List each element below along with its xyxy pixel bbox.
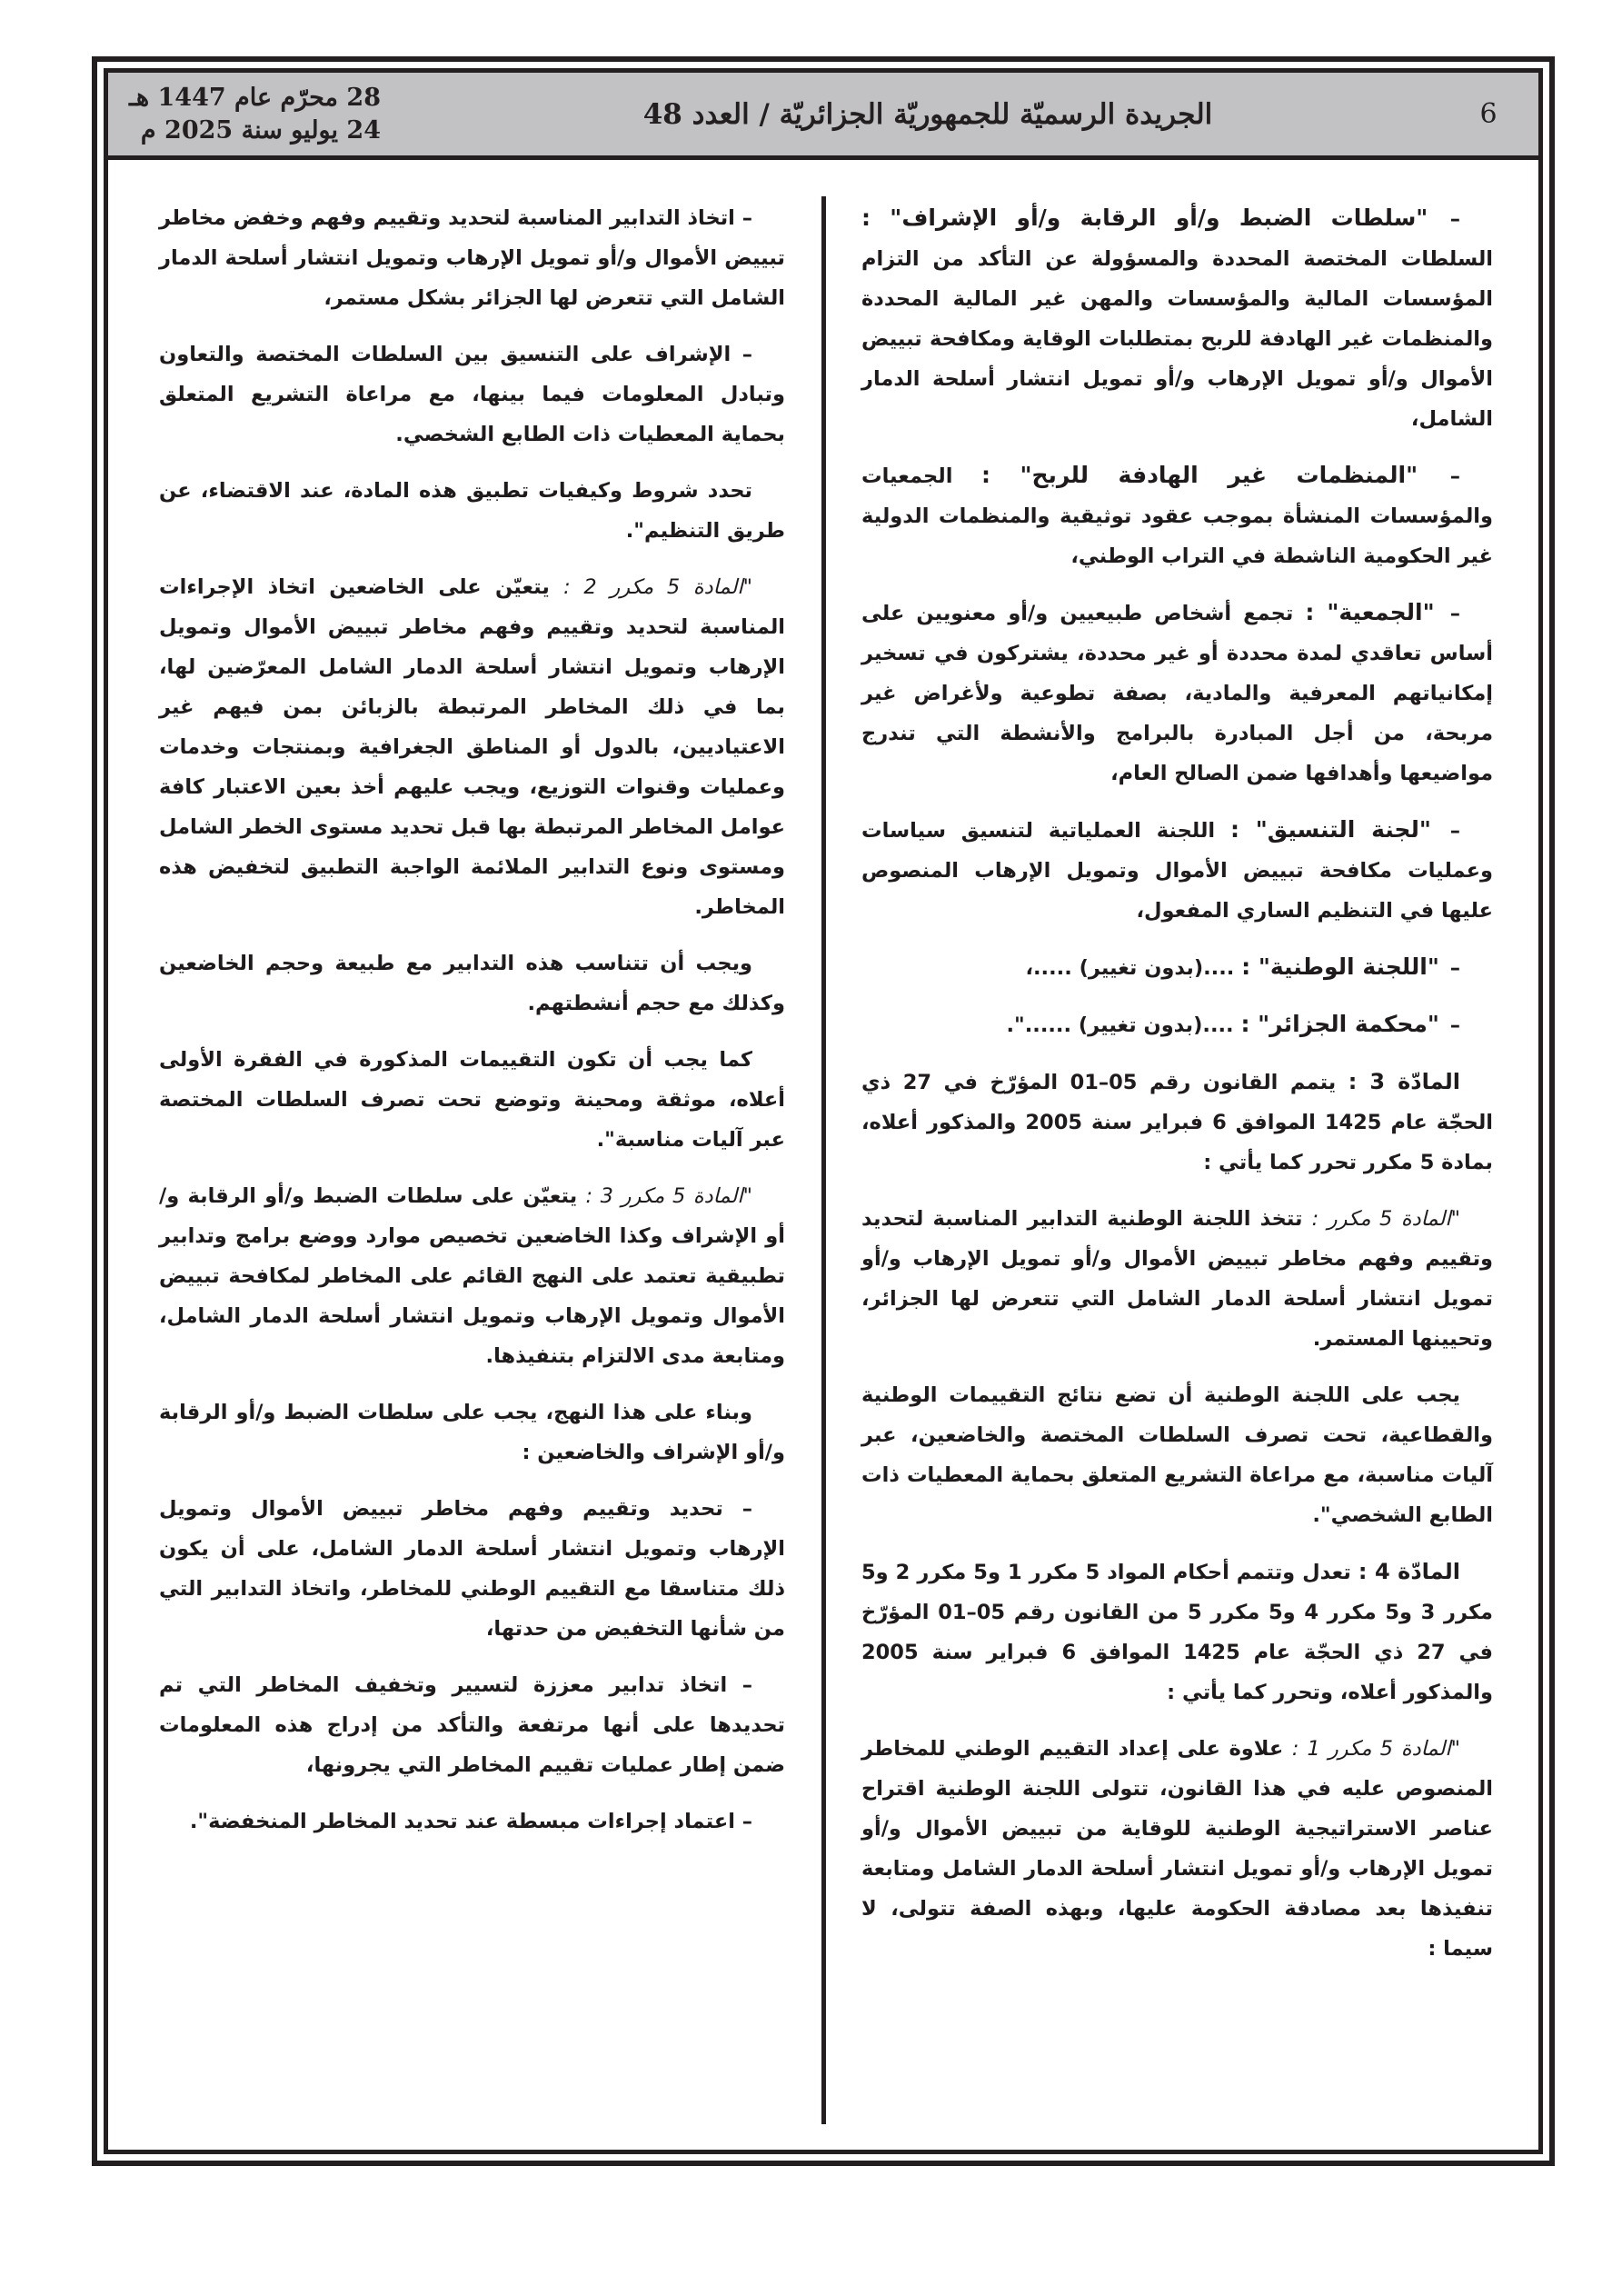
definition-association (861, 593, 1493, 794)
article-text: يتعيّن على الخاضعين اتخاذ الإجراءات المناسبة لتحديد وتقييم وفهم مخاطر تبييض الأموال وتمويل الإرهاب وتمويل انتشار أسلحة الدمار الشامل المعرّضين لها، بما في ذلك المخاطر المرتبطة بالزبائن بمن فيهم غير الاعتياديين، بالدول أو المناطق الجغرافية وبمنتجات وخدمات وعمليات وقنوات التوزيع، ويجب عليهم أخذ بعين الاعتبار كافة عوامل المخاطر المرتبطة بها قبل تحديد مستوى الخطر الشامل ومستوى ونوع التدابير الملائمة الواجبة التطبيق لتخفيض هذه المخاطر. (159, 575, 785, 919)
page-inner-frame (104, 68, 1543, 2154)
definition-text: السلطات المختصة المحددة والمسؤولة عن التأكد من التزام المؤسسات المالية والمؤسسات والمهن غير المالية المحددة والمنظمات غير الهادفة للربح بمتطلبات الوقاية ومكافحة تبييض الأموال و/أو تمويل الإرهاب و/أو تمويل انتشار أسلحة الدمار الشامل، (861, 247, 1493, 431)
article-text: تعدل وتتمم أحكام المواد 5 مكرر 1 و5 مكرر 2 و5 مكرر 3 و5 مكرر 4 و5 مكرر 5 من القانون رقم 05–01 المؤرّخ في 27 ذي الحجّة عام 1425 الموافق 6 فبراير سنة 2005 والمذكور أعلاه، وتحرر كما يأتي : (861, 1561, 1493, 1704)
article-4 (861, 1552, 1493, 1712)
paragraph: تحدد شروط وكيفيات تطبيق هذه المادة، عند الاقتضاء، عن طريق التنظيم". (159, 479, 785, 543)
article-5-bis-2 (159, 567, 785, 927)
issue-date (108, 82, 381, 147)
date-gregorian: 24 يوليو سنة 2025 م (140, 115, 381, 145)
list-dash: – (1449, 819, 1460, 843)
list-item: – تحديد وتقييم وفهم مخاطر تبييض الأموال وتمويل الإرهاب وتمويل انتشار أسلحة الدمار الشامل، على أن يكون ذلك متناسقا مع التقييم الوطني للمخاطر، واتخاذ التدابير التي من شأنها التخفيض من حدتها، (159, 1497, 785, 1641)
definition-text: اللجنة العملياتية لتنسيق سياسات وعمليات مكافحة تبييض الأموال وتمويل الإرهاب المنصوص عليها في التنظيم الساري المفعول، (861, 819, 1493, 923)
text-columns (108, 160, 1538, 2150)
defined-term: "لجنة التنسيق" : (1230, 816, 1431, 843)
article-text: يتعيّن على سلطات الضبط و/أو الرقابة و/أو الإشراف وكذا الخاضعين تخصيص موارد ووضع برامج وتدابير تطبيقية تعتمد على النهج القائم على المخاطر لمكافحة تبييض الأموال وتمويل الإرهاب وتمويل انتشار أسلحة الدمار الشامل، ومتابعة مدى الالتزام بتنفيذها. (159, 1184, 785, 1368)
page-outer-frame (92, 56, 1555, 2166)
article-label: "المادة 5 مكرر 3 : (585, 1184, 752, 1208)
paragraph: يجب على اللجنة الوطنية أن تضع نتائج التقييمات الوطنية والقطاعية، تحت تصرف السلطات المختصة والخاضعين، عبر آليات مناسبة، مع مراعاة التشريع المتعلق بحماية المعطيات ذات الطابع الشخصي". (861, 1383, 1493, 1527)
defined-term: "محكمة الجزائر" : (1240, 1011, 1439, 1037)
article-3 (861, 1062, 1493, 1183)
article-label: "المادة 5 مكرر : (1311, 1207, 1460, 1231)
list-dash: – (1449, 956, 1460, 980)
article-5-bis-1 (861, 1729, 1493, 1969)
list-item: – اتخاذ تدابير معززة لتسيير وتخفيف المخاطر التي تم تحديدها على أنها مرتفعة والتأكد من إدراج هذه المعلومات ضمن إطار عمليات تقييم المخاطر التي يجرونها، (159, 1673, 785, 1777)
list-item: – الإشراف على التنسيق بين السلطات المختصة والتعاون وتبادل المعلومات فيما بينها، مع مراعاة التشريع المتعلق بحماية المعطيات ذات الطابع الشخصي. (159, 343, 785, 446)
article-5-bis (861, 1199, 1493, 1359)
article-5-bis-3 (159, 1176, 785, 1376)
page-number: 6 (1479, 98, 1498, 130)
definition-text: ....(بدون تغيير) ......". (1006, 1013, 1234, 1037)
paragraph: ويجب أن تتناسب هذه التدابير مع طبيعة وحجم الخاضعين وكذلك مع حجم أنشطتهم. (159, 952, 785, 1015)
definition-national-committee (861, 947, 1493, 988)
article-text: علاوة على إعداد التقييم الوطني للمخاطر المنصوص عليه في هذا القانون، تتولى اللجنة الوطنية اقتراح عناصر الاستراتيجية الوطنية للوقاية من تبييض الأموال و/أو تمويل الإرهاب و/أو تمويل انتشار أسلحة الدمار الشامل ومتابعة تنفيذها بعد مصادقة الحكومة عليها، وبهذه الصفة تتولى، لا سيما : (861, 1737, 1493, 1961)
definition-text: ....(بدون تغيير) .....، (1025, 956, 1235, 980)
article-label: "المادة 5 مكرر 2 : (563, 575, 752, 599)
article-label: المادّة 4 : (1358, 1559, 1461, 1584)
definition-text: تجمع أشخاص طبيعيين و/أو معنويين على أساس تعاقدي لمدة محددة أو غير محددة، يشتركون في تسخير إمكانياتهم المعرفية والمادية، بصفة تطوعية ولأغراض غير مربحة، من أجل المبادرة بالبرامج والأنشطة التي تندرج مواضيعها وأهدافها ضمن الصالح العام، (861, 602, 1493, 785)
gazette-header (108, 73, 1538, 160)
paragraph: كما يجب أن تكون التقييمات المذكورة في الفقرة الأولى أعلاه، موثقة ومحينة وتوضع تحت تصرف السلطات المختصة عبر آليات مناسبة". (159, 1048, 785, 1152)
article-text: يتمم القانون رقم 05–01 المؤرّخ في 27 ذي الحجّة عام 1425 الموافق 6 فبراير سنة 2005 والمذكور أعلاه، بمادة 5 مكرر تحرر كما يأتي : (861, 1071, 1493, 1174)
list-dash: – (1449, 602, 1460, 625)
left-column (108, 160, 823, 2150)
right-column (823, 160, 1538, 2150)
list-dash: – (1449, 207, 1460, 231)
article-text: تتخذ اللجنة الوطنية التدابير المناسبة لتحديد وتقييم وفهم مخاطر تبييض الأموال و/أو تمويل الإرهاب و/أو تمويل انتشار أسلحة الدمار الشامل التي تتعرض لها الجزائر، وتحيينها المستمر. (861, 1207, 1493, 1351)
gazette-title: الجريدة الرسميّة للجمهوريّة الجزائريّة / العدد 48 (642, 97, 1213, 131)
definition-nonprofit-orgs (861, 455, 1493, 576)
defined-term: "المنظمات غير الهادفة للربح" : (981, 462, 1418, 488)
definition-coordination-committee (861, 810, 1493, 931)
date-hijri: 28 محرّم عام 1447 هـ (128, 83, 381, 112)
defined-term: "سلطات الضبط و/أو الرقابة و/أو الإشراف" : (861, 205, 1428, 231)
definition-text: الجمعيات والمؤسسات المنشأة بموجب عقود توثيقية والمنظمات الدولية غير الحكومية الناشطة في التراب الوطني، (861, 464, 1493, 568)
definition-algiers-court (861, 1004, 1493, 1045)
column-divider (821, 196, 826, 2124)
article-label: المادّة 3 : (1348, 1069, 1460, 1094)
list-item: – اتخاذ التدابير المناسبة لتحديد وتقييم وفهم وخفض مخاطر تبييض الأموال و/أو تمويل الإرهاب وتمويل انتشار أسلحة الدمار الشامل التي تتعرض لها الجزائر بشكل مستمر، (159, 206, 785, 310)
definition-control-authorities (861, 198, 1493, 439)
list-dash: – (1449, 1013, 1460, 1037)
defined-term: "الجمعية" : (1305, 599, 1435, 625)
defined-term: "اللجنة الوطنية" : (1241, 953, 1439, 980)
list-dash: – (1449, 464, 1460, 488)
article-label: "المادة 5 مكرر 1 : (1291, 1737, 1461, 1761)
paragraph: وبناء على هذا النهج، يجب على سلطات الضبط و/أو الرقابة و/أو الإشراف والخاضعين : (159, 1401, 785, 1464)
list-item: – اعتماد إجراءات مبسطة عند تحديد المخاطر المنخفضة". (189, 1810, 752, 1833)
